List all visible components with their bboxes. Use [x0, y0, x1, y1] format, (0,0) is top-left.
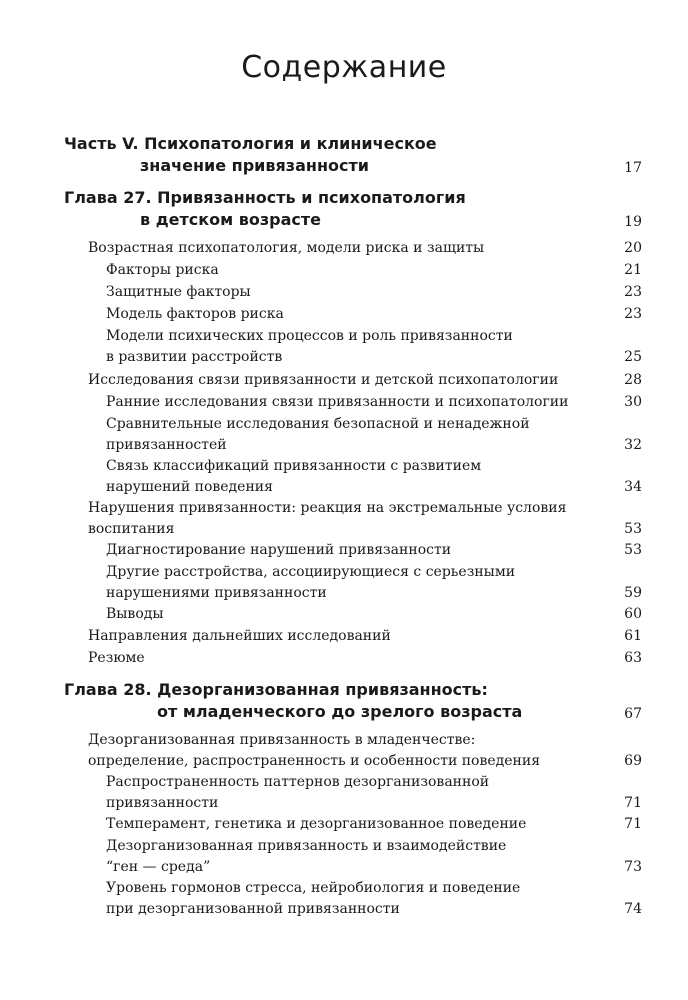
toc-page-number: 53 [624, 542, 642, 558]
toc-entry-title-continued: в развитии расстройств [106, 349, 283, 365]
toc-entry-title-continued: в детском возрасте [140, 210, 321, 229]
toc-page-number: 25 [624, 349, 642, 365]
toc-entry-title-continued: нарушениями привязанности [106, 585, 327, 601]
toc-page-number: 53 [624, 521, 642, 537]
toc-entry[interactable] [106, 456, 642, 499]
toc-page-number: 32 [624, 437, 642, 453]
toc-entry[interactable] [106, 392, 642, 414]
toc-page-number: 71 [624, 795, 642, 811]
toc-entry-title-continued: воспитания [88, 521, 175, 537]
toc-page-number: 17 [624, 160, 642, 176]
toc-page-number: 28 [624, 372, 642, 388]
toc-entry-title: Модель факторов риска [106, 306, 284, 322]
toc-entry-title: Направления дальнейших исследований [88, 628, 391, 644]
toc-entry[interactable] [106, 604, 642, 626]
toc-entry-title: Защитные факторы [106, 284, 251, 300]
toc-page-number: 61 [624, 628, 642, 644]
toc-entry[interactable] [106, 260, 642, 282]
toc-entry[interactable] [106, 414, 642, 457]
toc-entry[interactable] [106, 878, 642, 921]
toc-entry-title: Возрастная психопатология, модели риска и защиты [88, 240, 485, 256]
toc-entry-title: Уровень гормонов стресса, нейробиология и поведение [106, 880, 521, 896]
toc-entry-title-continued: нарушений поведения [106, 479, 273, 495]
toc-entry[interactable] [106, 814, 642, 836]
toc-entry-title: Связь классификаций привязанности с развитием [106, 458, 482, 474]
toc-entry-title: Другие расстройства, ассоциирующиеся с серьезными [106, 564, 516, 580]
toc-entry-title-continued: “ген — среда” [106, 859, 211, 875]
toc-page-number: 60 [624, 606, 642, 622]
toc-entry-title: Глава 28. Дезорганизованная привязанность: [64, 680, 488, 699]
toc-entry-title-continued: определение, распространенность и особенности поведения [88, 753, 541, 769]
toc-entry-title: Часть V. Психопатология и клиническое [64, 134, 437, 153]
toc-entry-title: Диагностирование нарушений привязанности [106, 542, 452, 558]
toc-entry-title: Факторы риска [106, 262, 219, 278]
toc-page-number: 23 [624, 284, 642, 300]
toc-entry[interactable] [106, 326, 642, 369]
toc-entry-title: Нарушения привязанности: реакция на экстремальные условия [88, 500, 567, 516]
toc-entry-title: Распространенность паттернов дезорганизованной [106, 774, 490, 790]
toc-entry-title: Выводы [106, 606, 164, 622]
toc-entry-title-continued: при дезорганизованной привязанности [106, 901, 400, 917]
toc-entry[interactable] [88, 648, 642, 670]
toc-entry-title: Резюме [88, 650, 145, 666]
toc-entry[interactable] [64, 188, 642, 232]
toc-entry[interactable] [64, 680, 642, 724]
page-title: Содержание [241, 50, 447, 85]
toc-page-number: 69 [624, 753, 642, 769]
toc-entry[interactable] [106, 304, 642, 326]
toc-page-number: 67 [624, 706, 642, 722]
toc-entry[interactable] [106, 282, 642, 304]
toc-entry-title: Дезорганизованная привязанность в младенчестве: [88, 732, 476, 748]
toc-entry-title: Сравнительные исследования безопасной и ненадежной [106, 416, 530, 432]
toc-entry-title: Темперамент, генетика и дезорганизованное поведение [106, 816, 527, 832]
toc-page-number: 30 [624, 394, 642, 410]
toc-page-number: 23 [624, 306, 642, 322]
toc-page-number: 20 [624, 240, 642, 256]
toc-entry[interactable] [88, 730, 642, 773]
toc-entry[interactable] [64, 134, 642, 178]
toc-entry[interactable] [106, 540, 642, 562]
toc-entry[interactable] [106, 562, 642, 605]
toc-entry[interactable] [88, 626, 642, 648]
toc-page-number: 21 [624, 262, 642, 278]
toc-entry[interactable] [106, 836, 642, 879]
toc-page-number: 71 [624, 816, 642, 832]
toc-entry-title-continued: привязанностей [106, 437, 227, 453]
toc-page-number: 63 [624, 650, 642, 666]
toc-page-number: 19 [624, 214, 642, 230]
toc-entry-title: Глава 27. Привязанность и психопатология [64, 188, 466, 207]
toc-entry-title: Модели психических процессов и роль привязанности [106, 328, 513, 344]
toc-entry[interactable] [88, 498, 642, 541]
toc-page-number: 34 [624, 479, 642, 495]
toc-entry[interactable] [106, 772, 642, 815]
toc-entry-title-continued: от младенческого до зрелого возраста [157, 702, 523, 721]
toc-page-number: 74 [624, 901, 642, 917]
toc-entry[interactable] [88, 238, 642, 260]
toc-entry-title: Исследования связи привязанности и детской психопатологии [88, 372, 559, 388]
toc-entry-title-continued: привязанности [106, 795, 219, 811]
toc-entry[interactable] [88, 370, 642, 392]
toc-page-number: 73 [624, 859, 642, 875]
toc-entry-title-continued: значение привязанности [140, 156, 369, 175]
toc-page-number: 59 [624, 585, 642, 601]
toc-entry-title: Ранние исследования связи привязанности и психопатологии [106, 394, 569, 410]
toc-entry-title: Дезорганизованная привязанность и взаимодействие [106, 838, 507, 854]
